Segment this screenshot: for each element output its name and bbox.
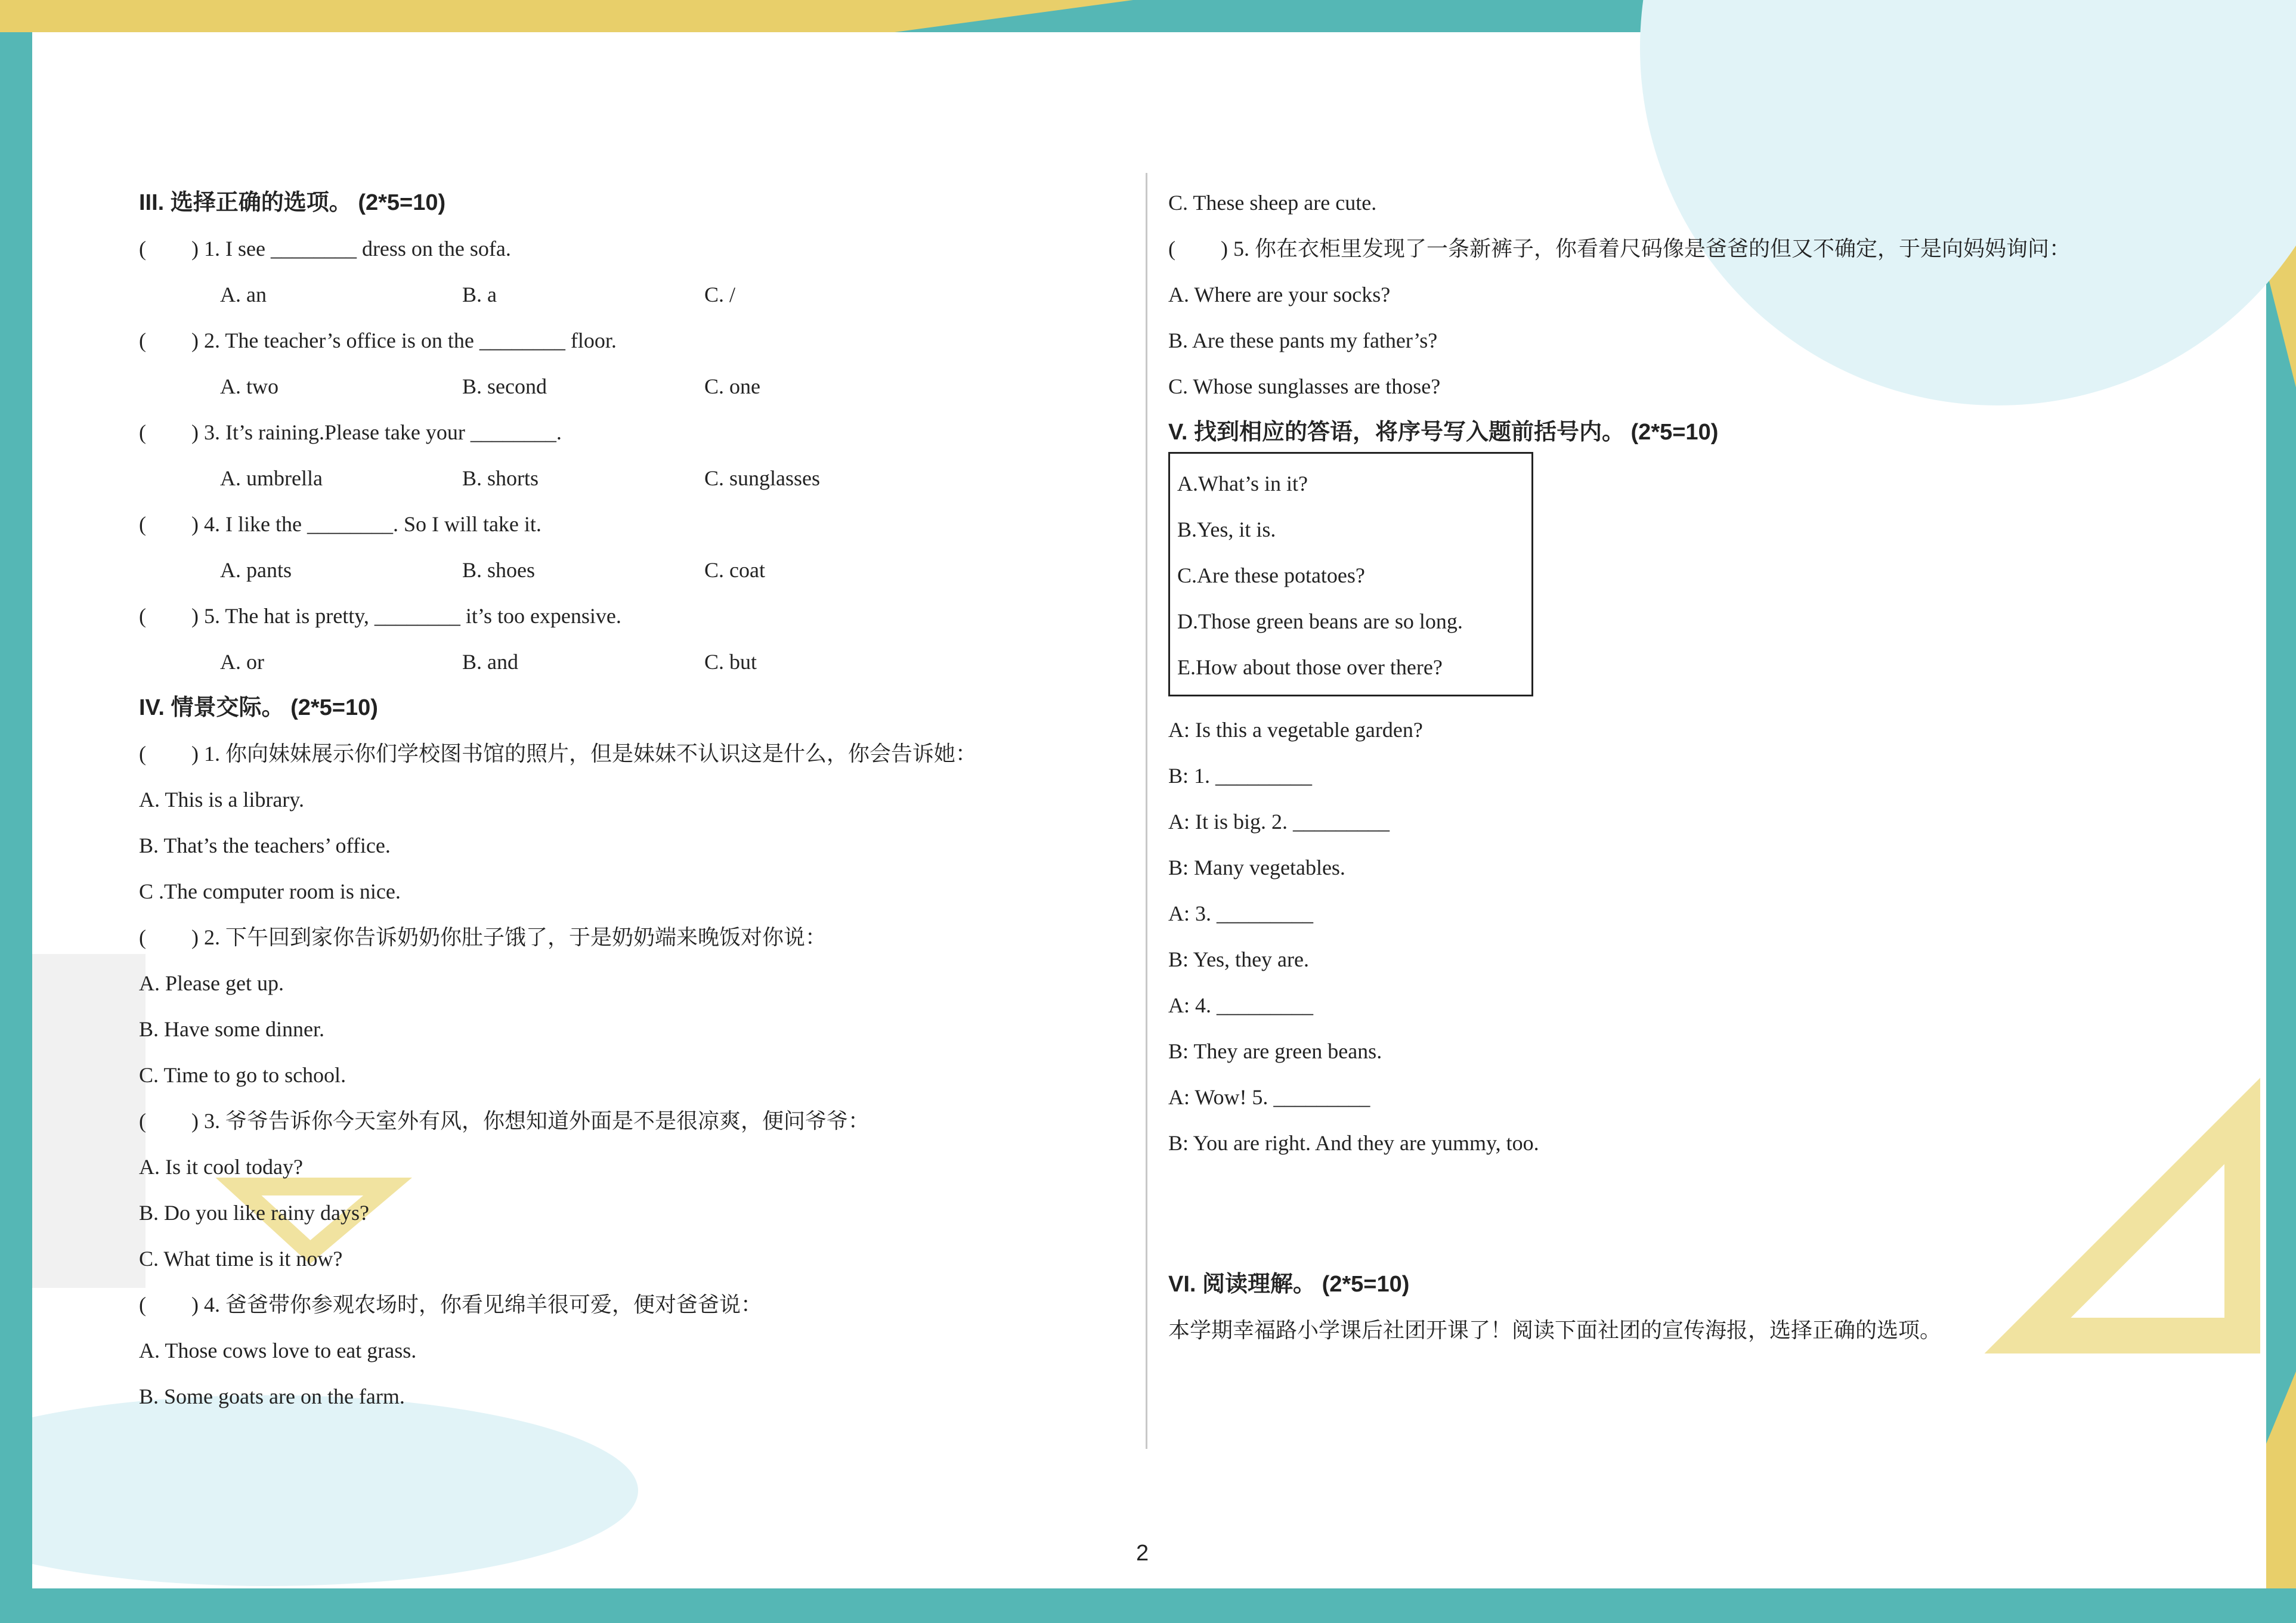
answer-bracket[interactable]: (	[139, 420, 146, 444]
question-line	[139, 501, 1093, 547]
answer-options-box	[1168, 452, 1533, 696]
options-row	[139, 456, 1093, 501]
question-line	[139, 410, 1093, 456]
box-option: A.What’s in it?	[1177, 472, 1308, 495]
left-column	[139, 180, 1093, 1420]
options-row	[139, 364, 1093, 410]
option-text: B. Do you like rainy days?	[139, 1201, 369, 1225]
question-line	[139, 318, 1093, 364]
option-c: C. but	[704, 650, 757, 674]
option-a: A. two	[220, 374, 279, 398]
dialogue-line: B: Many vegetables.	[1168, 856, 1345, 879]
question-text: ) 2. 下午回到家你告诉奶奶你肚子饿了，于是奶奶端来晚饭对你说：	[191, 925, 827, 949]
option-b: B. shoes	[462, 558, 536, 582]
answer-bracket[interactable]: (	[139, 1109, 146, 1133]
dialogue-line: A: 4. _________	[1168, 993, 1313, 1017]
question-line	[139, 915, 1093, 961]
question-text: ) 2. The teacher’s office is on the ________ floor.	[191, 329, 617, 352]
option-text: C. Whose sunglasses are those?	[1168, 374, 1441, 398]
section-header: V. 找到相应的答语，将序号写入题前括号内。 (2*5=10)	[1168, 420, 1719, 445]
dialogue-line: B: Yes, they are.	[1168, 947, 1309, 971]
answer-bracket[interactable]: (	[139, 512, 146, 536]
option-b: B. second	[462, 374, 547, 398]
answer-bracket[interactable]: (	[139, 329, 146, 352]
option-c: C. /	[704, 283, 736, 306]
dialogue-line: A: Is this a vegetable garden?	[1168, 718, 1423, 742]
dialogue-line: B: You are right. And they are yummy, too.	[1168, 1131, 1539, 1155]
dialogue	[1168, 707, 1539, 1166]
box-option: B.Yes, it is.	[1177, 518, 1276, 541]
option-a: A. an	[220, 283, 267, 306]
right-column	[1168, 180, 2242, 456]
question-text: ) 4. I like the ________. So I will take it.	[191, 512, 541, 536]
option-text: C. These sheep are cute.	[1168, 191, 1377, 215]
question-text: ) 5. The hat is pretty, ________ it’s too expensive.	[191, 604, 621, 628]
answer-bracket[interactable]: (	[139, 742, 146, 766]
option-text: C .The computer room is nice.	[139, 879, 401, 903]
answer-bracket[interactable]: (	[139, 237, 146, 261]
options-row	[139, 272, 1093, 318]
dialogue-line: A: Wow! 5. _________	[1168, 1085, 1370, 1109]
question-line	[139, 593, 1093, 639]
question-text: ) 3. It’s raining.Please take your ________.	[191, 420, 562, 444]
question-line	[139, 731, 1093, 777]
dialogue-line: A: 3. _________	[1168, 902, 1313, 925]
page-number: 2	[1136, 1541, 1149, 1566]
question-line	[139, 1098, 1093, 1144]
options-row	[139, 639, 1093, 685]
option-a: A. umbrella	[220, 466, 323, 490]
box-option: D.Those green beans are so long.	[1177, 609, 1463, 633]
option-a: A. or	[220, 650, 264, 674]
section-header: VI. 阅读理解。 (2*5=10)	[1168, 1272, 1410, 1297]
option-text: A. Please get up.	[139, 971, 284, 995]
option-text: A. Is it cool today?	[139, 1155, 303, 1179]
column-divider	[1146, 173, 1147, 1449]
option-text: B. That’s the teachers’ office.	[139, 834, 391, 857]
answer-bracket[interactable]: (	[139, 604, 146, 628]
dialogue-line: B: 1. _________	[1168, 764, 1313, 788]
answer-bracket[interactable]: (	[139, 925, 146, 949]
box-option: C.Are these potatoes?	[1177, 563, 1365, 587]
option-text: B. Are these pants my father’s?	[1168, 329, 1438, 352]
question-text: ) 1. I see ________ dress on the sofa.	[191, 237, 511, 261]
option-b: B. a	[462, 283, 497, 306]
question-text: ) 4. 爸爸带你参观农场时，你看见绵羊很可爱，便对爸爸说：	[191, 1293, 762, 1317]
option-b: B. and	[462, 650, 518, 674]
option-text: A. This is a library.	[139, 788, 304, 811]
dialogue-line: B: They are green beans.	[1168, 1039, 1382, 1063]
question-text: ) 1. 你向妹妹展示你们学校图书馆的照片，但是妹妹不认识这是什么，你会告诉她：	[191, 742, 977, 766]
answer-bracket[interactable]: (	[139, 1293, 146, 1317]
section-intro: 本学期幸福路小学课后社团开课了！阅读下面社团的宣传海报，选择正确的选项。	[1168, 1318, 1942, 1342]
option-c: C. sunglasses	[704, 466, 821, 490]
option-text: B. Have some dinner.	[139, 1017, 324, 1041]
question-line	[1168, 226, 2242, 272]
option-c: C. coat	[704, 558, 765, 582]
section-6	[1168, 1262, 1941, 1353]
section-header: IV. 情景交际。 (2*5=10)	[139, 695, 378, 720]
question-text: ) 5. 你在衣柜里发现了一条新裤子，你看着尺码像是爸爸的但又不确定，于是向妈妈询问：	[1221, 237, 2071, 261]
question-line	[139, 1282, 1093, 1328]
option-text: C. Time to go to school.	[139, 1063, 346, 1087]
section-header: III. 选择正确的选项。 (2*5=10)	[139, 190, 446, 215]
question-text: ) 3. 爷爷告诉你今天室外有风，你想知道外面是不是很凉爽，便问爷爷：	[191, 1109, 869, 1133]
question-line	[139, 226, 1093, 272]
option-b: B. shorts	[462, 466, 539, 490]
answer-bracket[interactable]: (	[1168, 237, 1175, 261]
option-text: A. Those cows love to eat grass.	[139, 1339, 417, 1362]
options-row	[139, 547, 1093, 593]
box-option: E.How about those over there?	[1177, 655, 1443, 679]
option-c: C. one	[704, 374, 760, 398]
option-text: A. Where are your socks?	[1168, 283, 1391, 306]
option-text: C. What time is it now?	[139, 1247, 343, 1271]
option-a: A. pants	[220, 558, 292, 582]
option-text: B. Some goats are on the farm.	[139, 1384, 405, 1408]
dialogue-line: A: It is big. 2. _________	[1168, 810, 1390, 834]
